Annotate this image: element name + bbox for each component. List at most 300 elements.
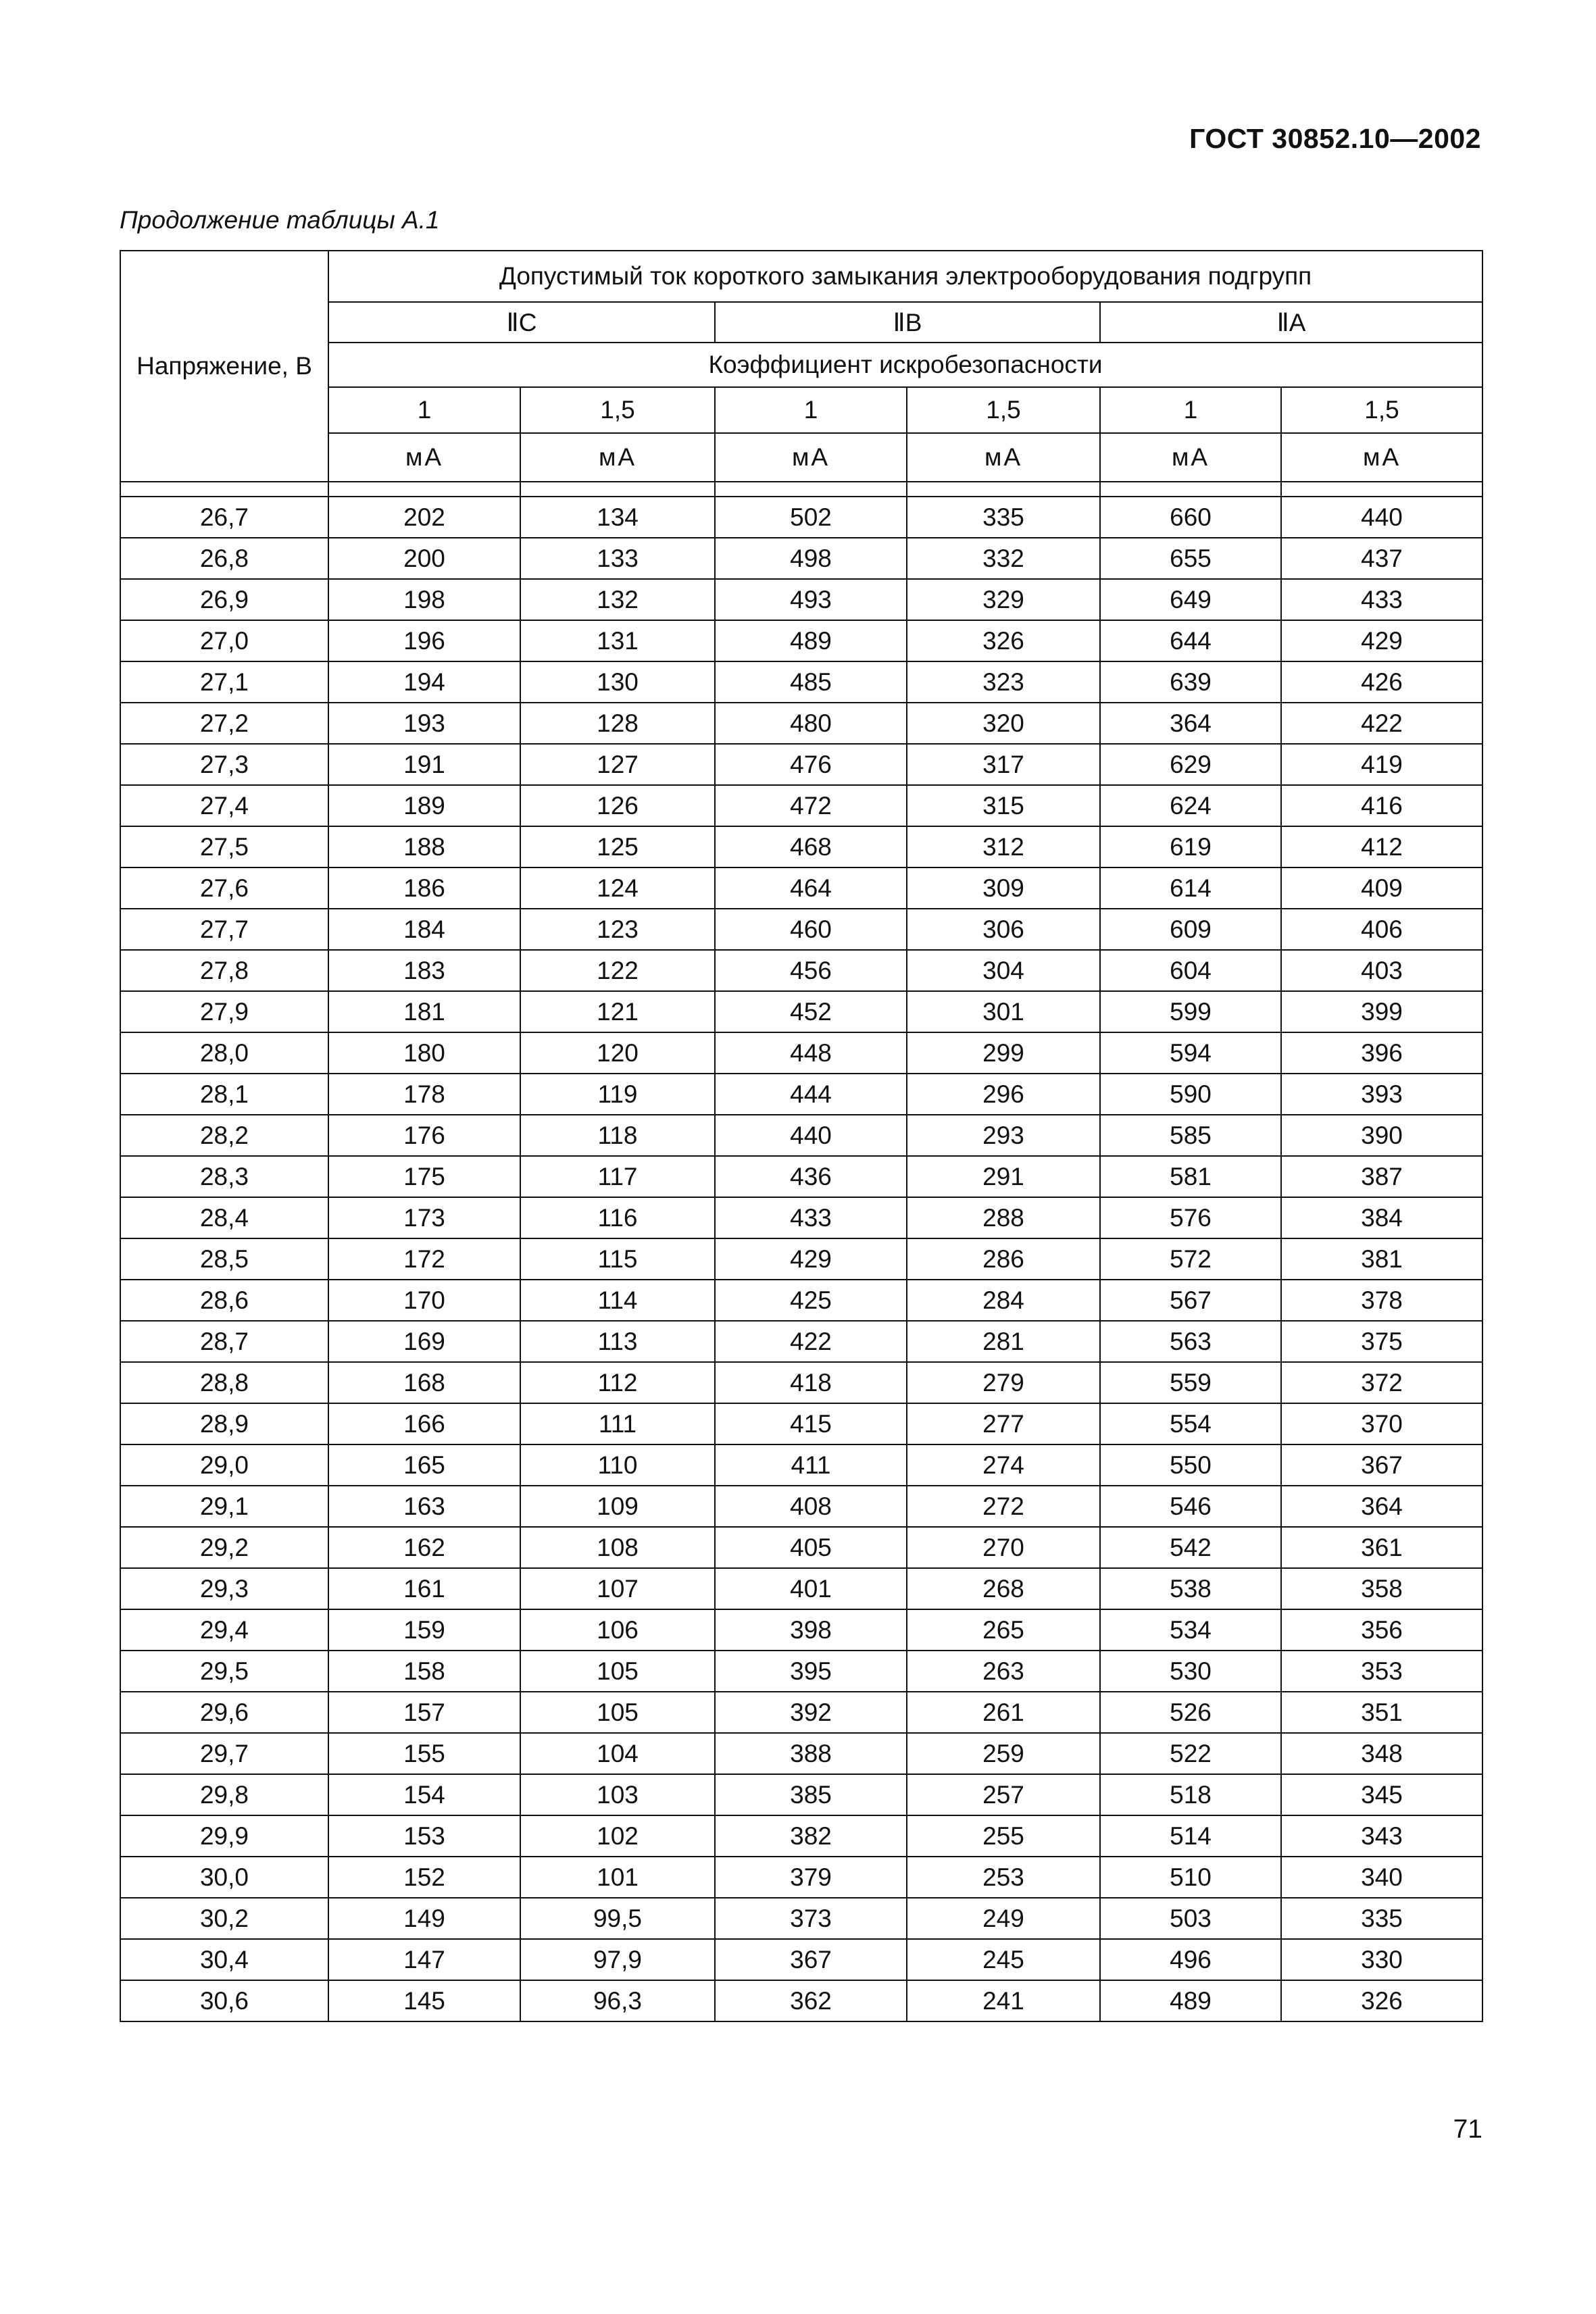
table-row	[120, 785, 1482, 826]
current-cell: 173	[328, 1197, 520, 1238]
current-cell: 165	[328, 1444, 520, 1486]
current-cell: 390	[1281, 1115, 1482, 1156]
current-cell: 274	[907, 1444, 1100, 1486]
voltage-cell: 28,4	[120, 1197, 328, 1238]
current-cell: 526	[1100, 1692, 1281, 1733]
current-cell: 158	[328, 1651, 520, 1692]
current-cell: 186	[328, 867, 520, 909]
table-row	[120, 1156, 1482, 1197]
current-cell: 309	[907, 867, 1100, 909]
current-cell: 249	[907, 1898, 1100, 1939]
current-cell: 503	[1100, 1898, 1281, 1939]
current-cell: 157	[328, 1692, 520, 1733]
voltage-cell: 29,7	[120, 1733, 328, 1774]
current-cell: 257	[907, 1774, 1100, 1815]
current-cell: 198	[328, 579, 520, 620]
current-cell: 599	[1100, 991, 1281, 1032]
current-cell: 489	[715, 620, 907, 661]
voltage-cell: 29,0	[120, 1444, 328, 1486]
current-cell: 326	[1281, 1980, 1482, 2021]
current-cell: 119	[520, 1074, 715, 1115]
data-table	[120, 250, 1483, 2022]
current-cell: 476	[715, 744, 907, 785]
coefficient-value: 1	[1100, 387, 1281, 433]
current-cell: 614	[1100, 867, 1281, 909]
current-cell: 644	[1100, 620, 1281, 661]
current-cell: 353	[1281, 1651, 1482, 1692]
current-cell: 153	[328, 1815, 520, 1857]
current-cell: 510	[1100, 1857, 1281, 1898]
current-cell: 585	[1100, 1115, 1281, 1156]
current-cell: 436	[715, 1156, 907, 1197]
voltage-cell: 29,4	[120, 1609, 328, 1651]
current-cell: 132	[520, 579, 715, 620]
coefficient-header: Коэффициент искробезопасности	[328, 343, 1482, 387]
voltage-cell: 27,8	[120, 950, 328, 991]
voltage-cell: 27,0	[120, 620, 328, 661]
current-cell: 385	[715, 1774, 907, 1815]
current-cell: 145	[328, 1980, 520, 2021]
current-cell: 102	[520, 1815, 715, 1857]
current-cell: 522	[1100, 1733, 1281, 1774]
voltage-cell: 27,2	[120, 703, 328, 744]
voltage-cell: 27,6	[120, 867, 328, 909]
voltage-cell: 29,2	[120, 1527, 328, 1568]
table-row	[120, 909, 1482, 950]
unit-label: мА	[1281, 433, 1482, 482]
current-cell: 131	[520, 620, 715, 661]
current-cell: 348	[1281, 1733, 1482, 1774]
current-cell: 387	[1281, 1156, 1482, 1197]
current-cell: 103	[520, 1774, 715, 1815]
current-cell: 175	[328, 1156, 520, 1197]
group-header: ⅡB	[715, 302, 1100, 343]
current-cell: 104	[520, 1733, 715, 1774]
current-cell: 412	[1281, 826, 1482, 867]
current-cell: 493	[715, 579, 907, 620]
current-cell: 168	[328, 1362, 520, 1403]
table-row	[120, 1486, 1482, 1527]
voltage-cell: 27,5	[120, 826, 328, 867]
coefficient-value: 1,5	[1281, 387, 1482, 433]
current-cell: 530	[1100, 1651, 1281, 1692]
current-cell: 464	[715, 867, 907, 909]
current-cell: 546	[1100, 1486, 1281, 1527]
current-cell: 306	[907, 909, 1100, 950]
current-header: Допустимый ток короткого замыкания электрооборудования подгрупп	[328, 251, 1482, 302]
current-cell: 121	[520, 991, 715, 1032]
table-row	[120, 1980, 1482, 2021]
current-cell: 604	[1100, 950, 1281, 991]
current-cell: 335	[1281, 1898, 1482, 1939]
current-cell: 418	[715, 1362, 907, 1403]
current-cell: 429	[715, 1238, 907, 1280]
group-header: ⅡC	[328, 302, 715, 343]
current-cell: 99,5	[520, 1898, 715, 1939]
current-cell: 159	[328, 1609, 520, 1651]
current-cell: 293	[907, 1115, 1100, 1156]
current-cell: 97,9	[520, 1939, 715, 1980]
current-cell: 460	[715, 909, 907, 950]
current-cell: 154	[328, 1774, 520, 1815]
voltage-cell: 29,5	[120, 1651, 328, 1692]
unit-label: мА	[520, 433, 715, 482]
current-cell: 184	[328, 909, 520, 950]
current-cell: 109	[520, 1486, 715, 1527]
current-cell: 329	[907, 579, 1100, 620]
current-cell: 120	[520, 1032, 715, 1074]
current-cell: 133	[520, 538, 715, 579]
current-cell: 180	[328, 1032, 520, 1074]
current-cell: 181	[328, 991, 520, 1032]
voltage-cell: 28,3	[120, 1156, 328, 1197]
current-cell: 426	[1281, 661, 1482, 703]
current-cell: 105	[520, 1651, 715, 1692]
current-cell: 196	[328, 620, 520, 661]
table-row	[120, 579, 1482, 620]
table-row	[120, 538, 1482, 579]
current-cell: 241	[907, 1980, 1100, 2021]
coefficient-value: 1,5	[907, 387, 1100, 433]
voltage-cell: 26,9	[120, 579, 328, 620]
current-cell: 116	[520, 1197, 715, 1238]
table-row	[120, 1692, 1482, 1733]
unit-label: мА	[715, 433, 907, 482]
voltage-cell: 29,9	[120, 1815, 328, 1857]
current-cell: 351	[1281, 1692, 1482, 1733]
current-cell: 398	[715, 1609, 907, 1651]
current-cell: 361	[1281, 1527, 1482, 1568]
table-row	[120, 1815, 1482, 1857]
current-cell: 304	[907, 950, 1100, 991]
table-row	[120, 497, 1482, 538]
voltage-cell: 29,3	[120, 1568, 328, 1609]
current-cell: 101	[520, 1857, 715, 1898]
current-cell: 396	[1281, 1032, 1482, 1074]
table-row	[120, 1651, 1482, 1692]
current-cell: 554	[1100, 1403, 1281, 1444]
current-cell: 485	[715, 661, 907, 703]
voltage-cell: 29,1	[120, 1486, 328, 1527]
current-cell: 122	[520, 950, 715, 991]
current-cell: 444	[715, 1074, 907, 1115]
current-cell: 649	[1100, 579, 1281, 620]
current-cell: 395	[715, 1651, 907, 1692]
current-cell: 259	[907, 1733, 1100, 1774]
current-cell: 332	[907, 538, 1100, 579]
table-row	[120, 1362, 1482, 1403]
current-cell: 155	[328, 1733, 520, 1774]
table-row	[120, 1197, 1482, 1238]
current-cell: 472	[715, 785, 907, 826]
current-cell: 335	[907, 497, 1100, 538]
current-cell: 538	[1100, 1568, 1281, 1609]
unit-label: мА	[1100, 433, 1281, 482]
coefficient-value: 1,5	[520, 387, 715, 433]
voltage-cell: 29,6	[120, 1692, 328, 1733]
current-cell: 162	[328, 1527, 520, 1568]
current-cell: 296	[907, 1074, 1100, 1115]
current-cell: 364	[1100, 703, 1281, 744]
current-cell: 170	[328, 1280, 520, 1321]
voltage-cell: 28,7	[120, 1321, 328, 1362]
table-row	[120, 1115, 1482, 1156]
current-cell: 440	[715, 1115, 907, 1156]
voltage-cell: 28,8	[120, 1362, 328, 1403]
current-cell: 118	[520, 1115, 715, 1156]
current-cell: 126	[520, 785, 715, 826]
current-cell: 550	[1100, 1444, 1281, 1486]
coefficient-value: 1	[715, 387, 907, 433]
current-cell: 468	[715, 826, 907, 867]
voltage-cell: 28,5	[120, 1238, 328, 1280]
current-cell: 202	[328, 497, 520, 538]
current-cell: 330	[1281, 1939, 1482, 1980]
unit-label: мА	[907, 433, 1100, 482]
current-cell: 518	[1100, 1774, 1281, 1815]
current-cell: 408	[715, 1486, 907, 1527]
current-cell: 291	[907, 1156, 1100, 1197]
current-cell: 178	[328, 1074, 520, 1115]
current-cell: 514	[1100, 1815, 1281, 1857]
current-cell: 281	[907, 1321, 1100, 1362]
current-cell: 590	[1100, 1074, 1281, 1115]
current-cell: 272	[907, 1486, 1100, 1527]
current-cell: 379	[715, 1857, 907, 1898]
current-cell: 105	[520, 1692, 715, 1733]
current-cell: 191	[328, 744, 520, 785]
current-cell: 125	[520, 826, 715, 867]
current-cell: 176	[328, 1115, 520, 1156]
voltage-cell: 27,9	[120, 991, 328, 1032]
current-cell: 498	[715, 538, 907, 579]
table-row	[120, 1857, 1482, 1898]
current-cell: 317	[907, 744, 1100, 785]
table-row	[120, 867, 1482, 909]
voltage-cell: 30,0	[120, 1857, 328, 1898]
current-cell: 456	[715, 950, 907, 991]
current-cell: 429	[1281, 620, 1482, 661]
current-cell: 433	[1281, 579, 1482, 620]
table-row	[120, 1321, 1482, 1362]
current-cell: 270	[907, 1527, 1100, 1568]
table-row	[120, 1280, 1482, 1321]
current-cell: 188	[328, 826, 520, 867]
current-cell: 263	[907, 1651, 1100, 1692]
current-cell: 382	[715, 1815, 907, 1857]
table-header	[120, 251, 1482, 497]
current-cell: 563	[1100, 1321, 1281, 1362]
table-row	[120, 703, 1482, 744]
current-cell: 496	[1100, 1939, 1281, 1980]
table-caption: Продолжение таблицы А.1	[120, 206, 440, 234]
current-cell: 111	[520, 1403, 715, 1444]
current-cell: 629	[1100, 744, 1281, 785]
current-cell: 340	[1281, 1857, 1482, 1898]
current-cell: 367	[715, 1939, 907, 1980]
current-cell: 415	[715, 1403, 907, 1444]
current-cell: 372	[1281, 1362, 1482, 1403]
current-cell: 108	[520, 1527, 715, 1568]
current-cell: 189	[328, 785, 520, 826]
current-cell: 609	[1100, 909, 1281, 950]
current-cell: 286	[907, 1238, 1100, 1280]
current-cell: 416	[1281, 785, 1482, 826]
current-cell: 576	[1100, 1197, 1281, 1238]
table-row	[120, 1074, 1482, 1115]
table-row	[120, 1238, 1482, 1280]
current-cell: 406	[1281, 909, 1482, 950]
voltage-cell: 28,2	[120, 1115, 328, 1156]
current-cell: 364	[1281, 1486, 1482, 1527]
current-cell: 542	[1100, 1527, 1281, 1568]
current-cell: 480	[715, 703, 907, 744]
current-cell: 381	[1281, 1238, 1482, 1280]
current-cell: 299	[907, 1032, 1100, 1074]
current-cell: 193	[328, 703, 520, 744]
current-cell: 312	[907, 826, 1100, 867]
current-cell: 489	[1100, 1980, 1281, 2021]
current-cell: 403	[1281, 950, 1482, 991]
voltage-cell: 27,3	[120, 744, 328, 785]
current-cell: 200	[328, 538, 520, 579]
current-cell: 378	[1281, 1280, 1482, 1321]
table-row	[120, 1568, 1482, 1609]
header-separator	[120, 482, 1482, 497]
current-cell: 124	[520, 867, 715, 909]
current-cell: 110	[520, 1444, 715, 1486]
current-cell: 367	[1281, 1444, 1482, 1486]
current-cell: 183	[328, 950, 520, 991]
current-cell: 130	[520, 661, 715, 703]
table-row	[120, 1733, 1482, 1774]
table-row	[120, 1898, 1482, 1939]
table-row	[120, 991, 1482, 1032]
table-row	[120, 1444, 1482, 1486]
voltage-cell: 28,9	[120, 1403, 328, 1444]
current-cell: 261	[907, 1692, 1100, 1733]
current-cell: 534	[1100, 1609, 1281, 1651]
voltage-cell: 30,2	[120, 1898, 328, 1939]
table-row	[120, 826, 1482, 867]
unit-label: мА	[328, 433, 520, 482]
current-cell: 358	[1281, 1568, 1482, 1609]
current-cell: 194	[328, 661, 520, 703]
current-cell: 326	[907, 620, 1100, 661]
current-cell: 323	[907, 661, 1100, 703]
current-cell: 356	[1281, 1609, 1482, 1651]
current-cell: 384	[1281, 1197, 1482, 1238]
current-cell: 409	[1281, 867, 1482, 909]
current-cell: 655	[1100, 538, 1281, 579]
page-number: 71	[1453, 2115, 1482, 2144]
current-cell: 277	[907, 1403, 1100, 1444]
current-cell: 253	[907, 1857, 1100, 1898]
current-cell: 172	[328, 1238, 520, 1280]
current-cell: 639	[1100, 661, 1281, 703]
table-row	[120, 1527, 1482, 1568]
current-cell: 134	[520, 497, 715, 538]
current-cell: 245	[907, 1939, 1100, 1980]
current-cell: 117	[520, 1156, 715, 1197]
current-cell: 440	[1281, 497, 1482, 538]
table-row	[120, 1032, 1482, 1074]
current-cell: 343	[1281, 1815, 1482, 1857]
current-cell: 115	[520, 1238, 715, 1280]
current-cell: 279	[907, 1362, 1100, 1403]
voltage-cell: 27,4	[120, 785, 328, 826]
current-cell: 448	[715, 1032, 907, 1074]
current-cell: 163	[328, 1486, 520, 1527]
voltage-cell: 29,8	[120, 1774, 328, 1815]
current-cell: 422	[1281, 703, 1482, 744]
current-cell: 401	[715, 1568, 907, 1609]
current-cell: 147	[328, 1939, 520, 1980]
current-cell: 268	[907, 1568, 1100, 1609]
current-cell: 375	[1281, 1321, 1482, 1362]
current-cell: 373	[715, 1898, 907, 1939]
current-cell: 572	[1100, 1238, 1281, 1280]
current-cell: 169	[328, 1321, 520, 1362]
current-cell: 388	[715, 1733, 907, 1774]
voltage-cell: 28,1	[120, 1074, 328, 1115]
current-cell: 107	[520, 1568, 715, 1609]
current-cell: 128	[520, 703, 715, 744]
current-cell: 106	[520, 1609, 715, 1651]
document-number: ГОСТ 30852.10—2002	[1189, 123, 1481, 154]
current-cell: 393	[1281, 1074, 1482, 1115]
voltage-cell: 27,1	[120, 661, 328, 703]
voltage-cell: 27,7	[120, 909, 328, 950]
current-cell: 320	[907, 703, 1100, 744]
current-cell: 452	[715, 991, 907, 1032]
current-cell: 345	[1281, 1774, 1482, 1815]
current-cell: 619	[1100, 826, 1281, 867]
current-cell: 399	[1281, 991, 1482, 1032]
current-cell: 315	[907, 785, 1100, 826]
current-cell: 114	[520, 1280, 715, 1321]
current-cell: 411	[715, 1444, 907, 1486]
current-cell: 265	[907, 1609, 1100, 1651]
current-cell: 362	[715, 1980, 907, 2021]
voltage-header: Напряжение, В	[120, 251, 328, 482]
current-cell: 422	[715, 1321, 907, 1362]
coefficient-value: 1	[328, 387, 520, 433]
table-row	[120, 744, 1482, 785]
current-cell: 112	[520, 1362, 715, 1403]
current-cell: 425	[715, 1280, 907, 1321]
table-row	[120, 950, 1482, 991]
current-cell: 284	[907, 1280, 1100, 1321]
table-row	[120, 1939, 1482, 1980]
current-cell: 255	[907, 1815, 1100, 1857]
voltage-cell: 28,0	[120, 1032, 328, 1074]
current-cell: 624	[1100, 785, 1281, 826]
current-cell: 288	[907, 1197, 1100, 1238]
current-cell: 301	[907, 991, 1100, 1032]
current-cell: 96,3	[520, 1980, 715, 2021]
voltage-cell: 26,8	[120, 538, 328, 579]
current-cell: 502	[715, 497, 907, 538]
table-row	[120, 1609, 1482, 1651]
table-row	[120, 661, 1482, 703]
current-cell: 161	[328, 1568, 520, 1609]
table-row	[120, 1774, 1482, 1815]
current-cell: 437	[1281, 538, 1482, 579]
voltage-cell: 30,6	[120, 1980, 328, 2021]
current-cell: 370	[1281, 1403, 1482, 1444]
current-cell: 127	[520, 744, 715, 785]
